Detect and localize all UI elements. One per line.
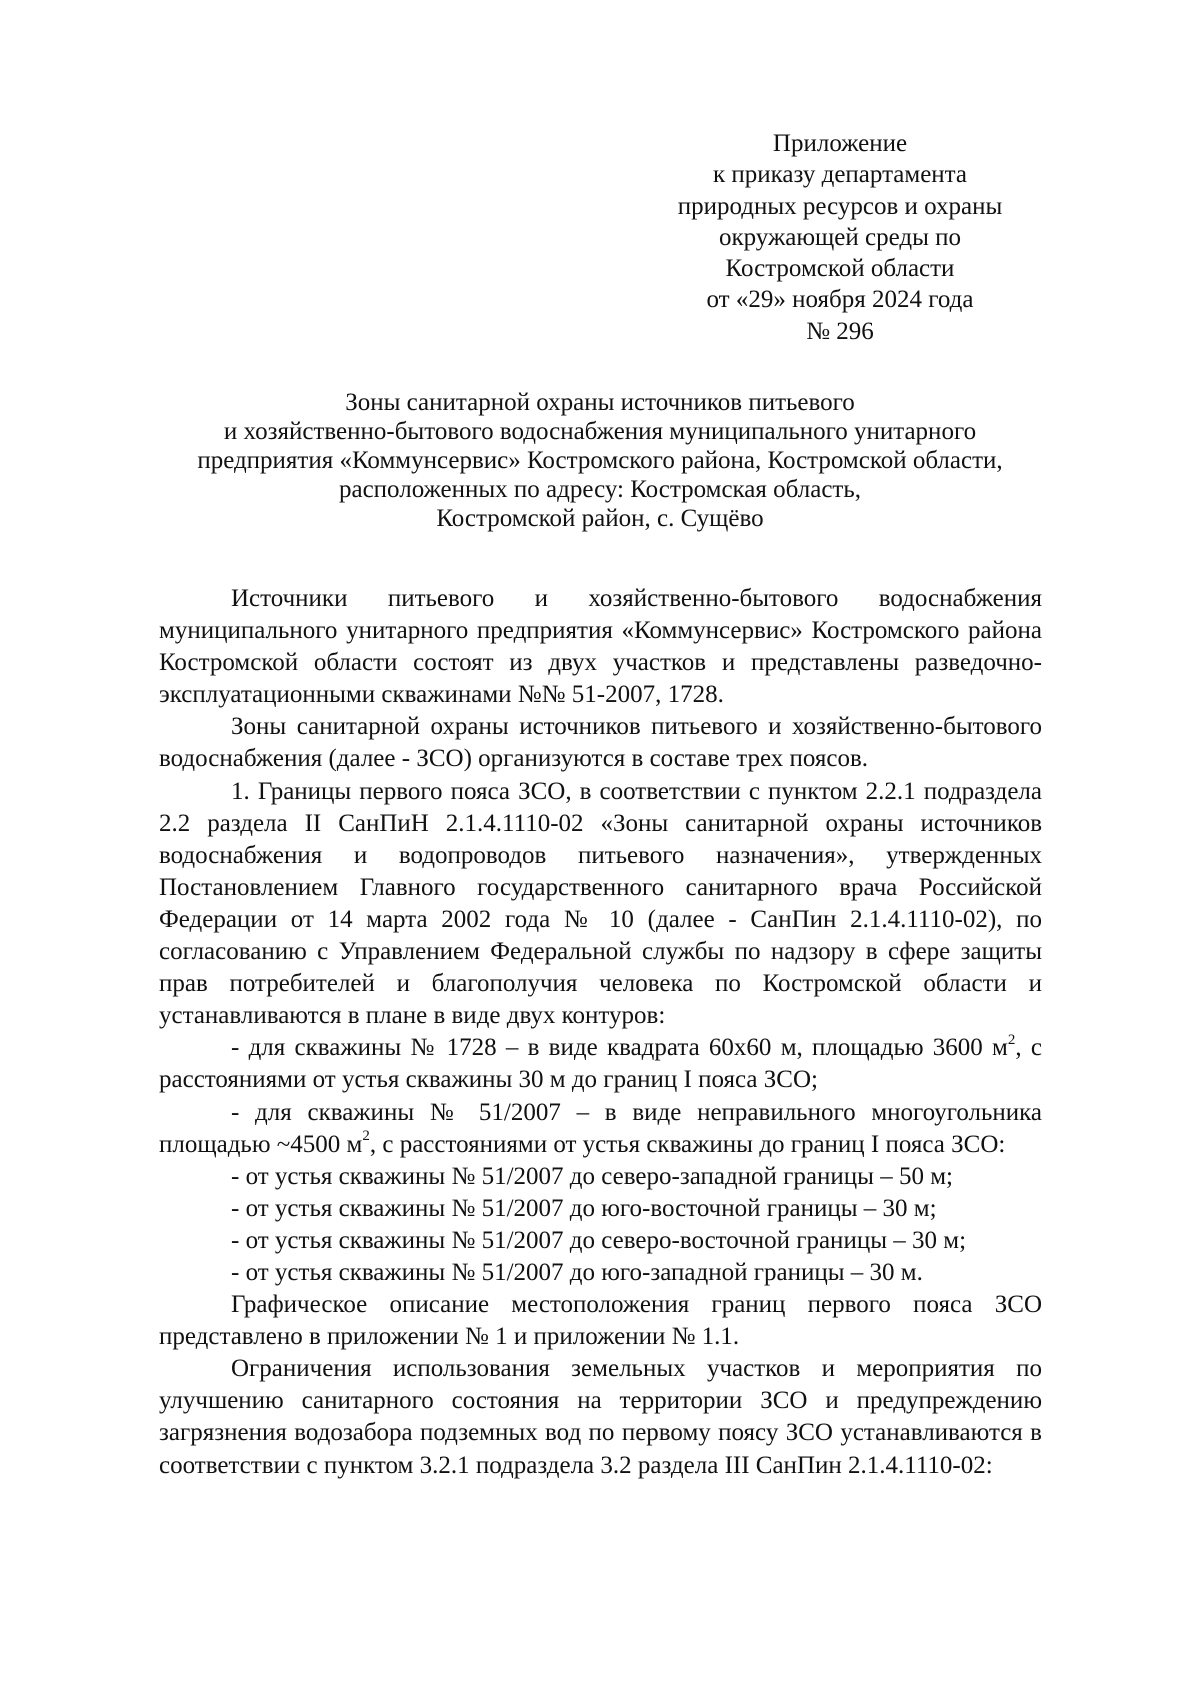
appendix-line: окружающей среды по <box>718 223 962 251</box>
title-line: Зоны санитарной охраны источников питьевого <box>345 389 855 416</box>
paragraph-sources: Источники питьевого и хозяйственно-бытового водоснабжения муниципального унитарного предприятия «Коммунсервис» Костромского района Костромской области состоят из двух участков и представлены разведочно-эксплуатационными скважинами №№ 51-2007, 1728. <box>159 585 1042 709</box>
paragraph-zones: Зоны санитарной охраны источников питьевого и хозяйственно-бытового водоснабжения (далее - ЗСО) организуются в составе трех поясов. <box>159 713 1042 773</box>
appendix-line: Приложение <box>772 130 908 157</box>
paragraph-first-belt: 1. Границы первого пояса ЗСО, в соответствии с пунктом 2.2.1 подраздела 2.2 раздела II СанПиН 2.1.4.1110-02 «Зоны санитарной охраны источников водоснабжения и водопроводов питьевого назначения», утвержденных Постановлением Главного государственного санитарного врача Российской Федерации от 14 марта 2002 года № 10 (далее - СанПин 2.1.4.1110-02), по согласованию с Управлением Федеральной службы по надзору в сфере защиты прав потребителей и благополучия человека по Костромской области и устанавливаются в плане в виде двух контуров: <box>159 777 1042 1030</box>
appendix-line: от «29» ноября 2024 года <box>706 286 974 314</box>
superscript: 2 <box>362 1128 370 1145</box>
contour-text: - для скважины № 1728 – в виде квадрата 60х60 м, площадью 3600 м <box>231 1034 1008 1062</box>
contour-well-51-2007 <box>159 1097 1042 1161</box>
distance-southwest: - от устья скважины № 51/2007 до юго-западной границы – 30 м. <box>231 1258 923 1286</box>
paragraph-graphic-description: Графическое описание местоположения границ первого пояса ЗСО представлено в приложении № 1 и приложении № 1.1. <box>159 1291 1042 1351</box>
contour-text: , с расстояниями от устья скважины 30 м до границ I пояса ЗСО; <box>159 1034 1042 1094</box>
distance-northwest: - от устья скважины № 51/2007 до северо-западной границы – 50 м; <box>231 1162 953 1190</box>
title-line: и хозяйственно-бытового водоснабжения муниципального унитарного <box>223 418 977 445</box>
appendix-line: Костромской области <box>725 255 955 283</box>
title-line: расположенных по адресу: Костромская область, <box>338 476 861 503</box>
contour-text: - для скважины № 51/2007 – в виде неправильного многоугольника площадью ~4500 м <box>159 1098 1042 1158</box>
document-body <box>159 583 1042 1482</box>
contour-well-1728 <box>159 1032 1042 1096</box>
appendix-line: природных ресурсов и охраны <box>677 192 1003 220</box>
contour-text: , с расстояниями от устья скважины до границ I пояса ЗСО: <box>369 1130 1006 1158</box>
paragraph-restrictions: Ограничения использования земельных участков и мероприятия по улучшению санитарного состояния на территории ЗСО и предупреждению загрязнения водозабора подземных вод по первому поясу ЗСО устанавливаются в соответствии с пунктом 3.2.1 подраздела 3.2 раздела III СанПин 2.1.4.1110-02: <box>159 1355 1042 1479</box>
distance-northeast: - от устья скважины № 51/2007 до северо-восточной границы – 30 м; <box>231 1226 967 1254</box>
appendix-line: к приказу департамента <box>712 161 968 189</box>
distance-southeast: - от устья скважины № 51/2007 до юго-восточной границы – 30 м; <box>231 1194 937 1222</box>
superscript: 2 <box>1007 1031 1016 1048</box>
appendix-header <box>640 128 1040 347</box>
title-line: Костромской район, с. Сущёво <box>436 505 764 532</box>
appendix-number: № 296 <box>806 317 874 345</box>
document-title <box>160 388 1040 533</box>
title-line: предприятия «Коммунсервис» Костромского района, Костромской области, <box>197 447 1003 474</box>
